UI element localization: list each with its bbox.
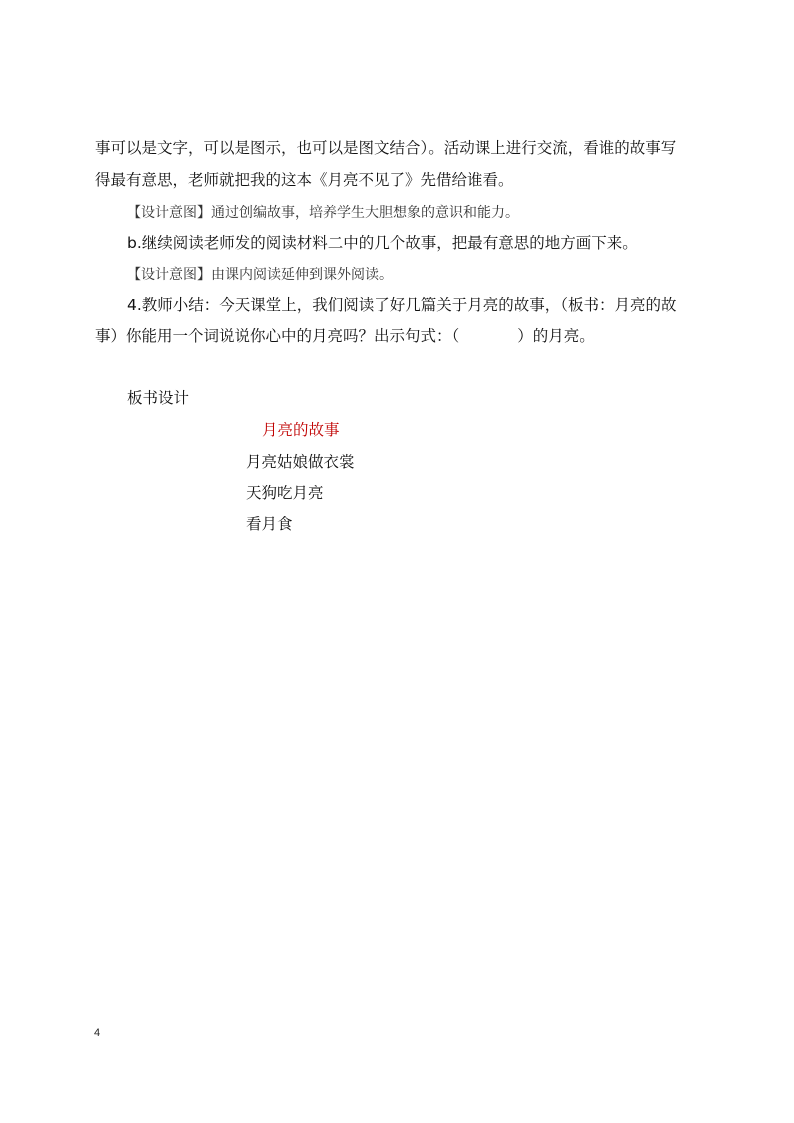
board-item: 月亮姑娘做衣裳 (246, 453, 355, 471)
board-title: 月亮的故事 (262, 421, 340, 439)
activity-item-b: b.继续阅读老师发的阅读材料二中的几个故事，把最有意思的地方画下来。 (127, 234, 638, 252)
teacher-summary-line: 4.教师小结：今天课堂上，我们阅读了好几篇关于月亮的故事，（板书：月亮的故 (127, 296, 677, 314)
summary-text-before-blank: 事）你能用一个词说说你心中的月亮吗？出示句式：（ (95, 327, 460, 345)
design-intent-note: 【设计意图】通过创编故事，培养学生大胆想象的意识和能力。 (127, 205, 519, 221)
paragraph-line: 得最有意思，老师就把我的这本《月亮不见了》先借给谁看。 (95, 171, 514, 189)
paragraph-line: 事可以是文字，可以是图示，也可以是图文结合）。活动课上进行交流，看谁的故事写 (95, 139, 677, 157)
page-number: 4 (94, 1027, 101, 1039)
board-item: 天狗吃月亮 (246, 484, 324, 502)
summary-text-after-blank: ）的月亮。 (517, 327, 595, 345)
board-design-heading: 板书设计 (127, 389, 190, 407)
board-item: 看月食 (246, 515, 293, 533)
design-intent-note: 【设计意图】由课内阅读延伸到课外阅读。 (127, 267, 393, 283)
teacher-summary-line (95, 326, 705, 346)
